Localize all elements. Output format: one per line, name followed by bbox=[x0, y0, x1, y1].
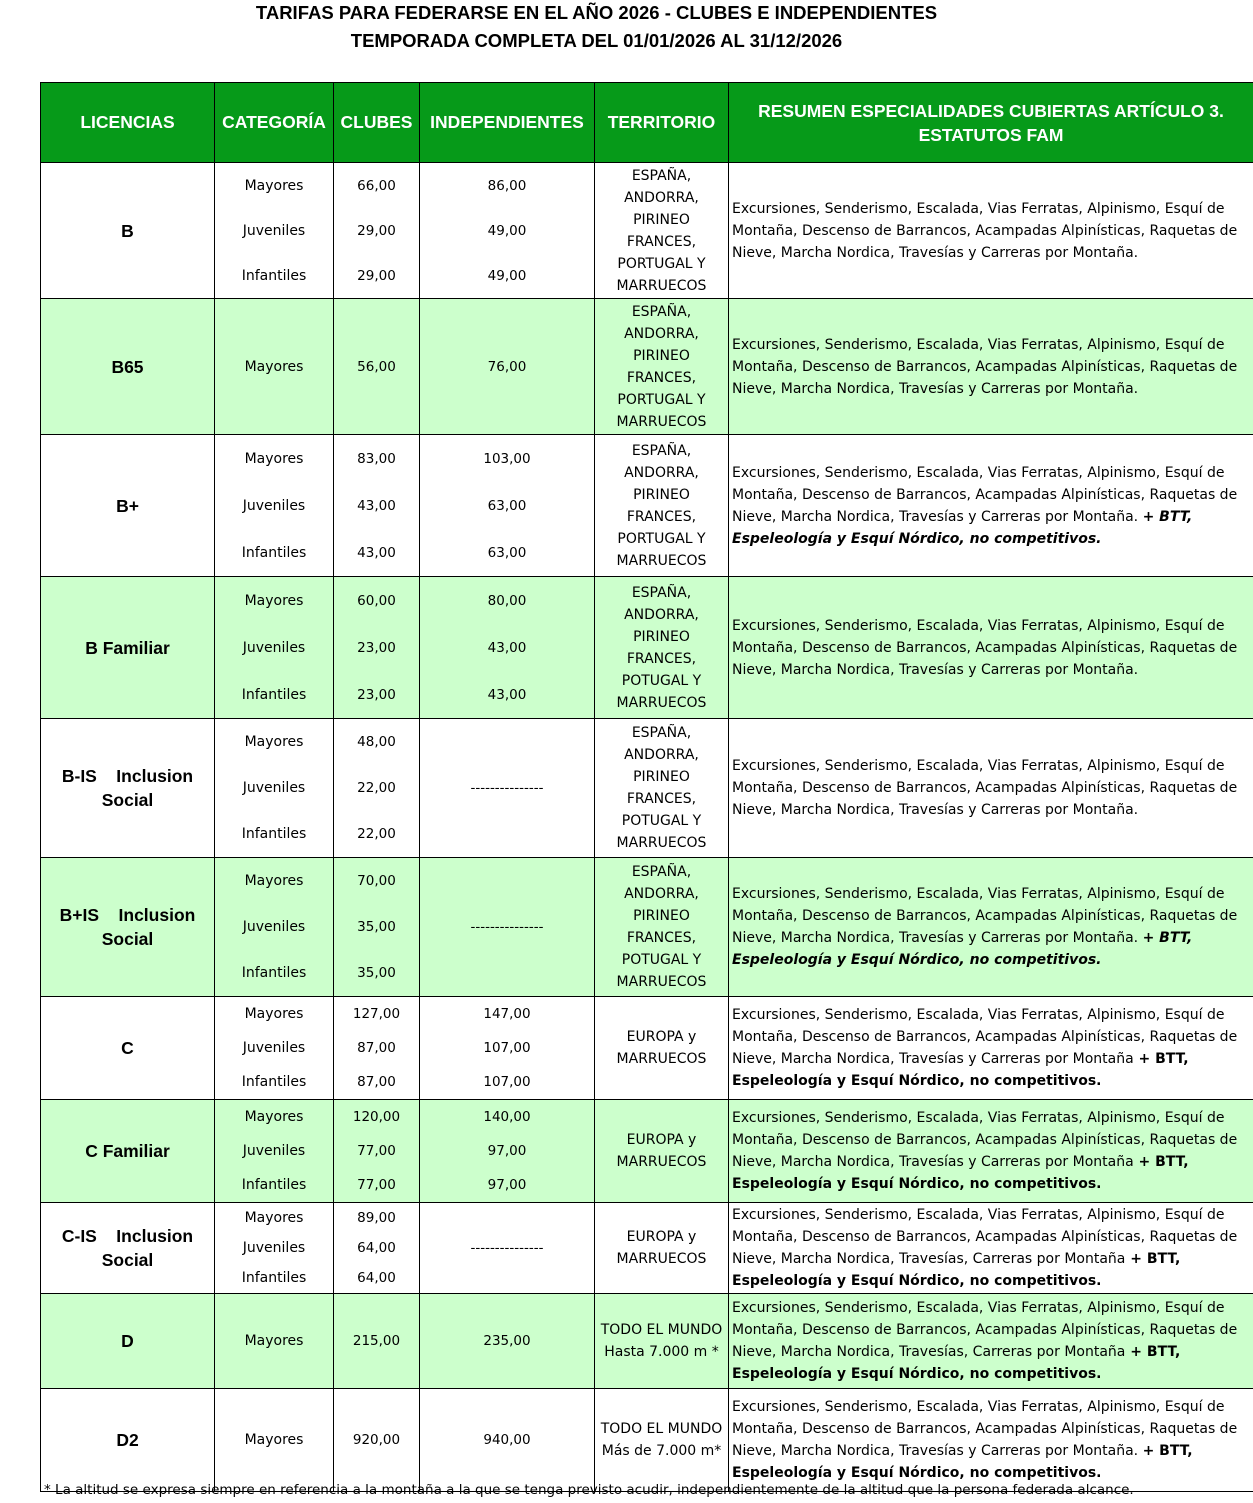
territorio-cell bbox=[595, 1294, 729, 1389]
categoria-cell-value: Infantiles bbox=[241, 1074, 307, 1090]
categoria-cell bbox=[215, 1389, 334, 1492]
licencia-label: B65 bbox=[111, 356, 144, 377]
resumen-cell bbox=[729, 1294, 1253, 1389]
clubes-cell-value: 56,00 bbox=[357, 358, 396, 375]
independientes-cell-value: 86,00 bbox=[487, 177, 527, 194]
categoria-cell bbox=[215, 435, 334, 577]
clubes-cell-value: 29,00 bbox=[357, 267, 396, 284]
licencia-cell bbox=[41, 1389, 215, 1492]
resumen-extra-text: + BTT, Espeleología y Esquí Nórdico, no competitivos. bbox=[732, 1251, 1181, 1289]
resumen-extra-text: + BTT, Espeleología y Esquí Nórdico, no competitivos. bbox=[732, 930, 1193, 968]
independientes-cell-value: 76,00 bbox=[487, 358, 527, 375]
independientes-cell bbox=[420, 997, 595, 1100]
clubes-cell-value: 22,00 bbox=[357, 826, 396, 842]
categoria-cell-value: Juveniles bbox=[242, 1143, 306, 1159]
clubes-cell-value: 127,00 bbox=[352, 1006, 401, 1022]
independientes-cell-value: 107,00 bbox=[483, 1040, 531, 1056]
licencia-label: C bbox=[121, 1038, 134, 1058]
licencia-label: B+IS Inclusion Social bbox=[59, 905, 201, 949]
header-clubes: CLUBES bbox=[334, 83, 420, 163]
table-row bbox=[41, 1389, 1253, 1492]
resumen-text: Excursiones, Senderismo, Escalada, Vias Ferratas, Alpinismo, Esquí de Montaña, Descenso de Barrancos, Acampadas Alpinísticas, Raquetas de Nieve, Marcha Nordica, Travesías y Carreras por Montaña. bbox=[732, 336, 1238, 397]
licencia-cell bbox=[41, 719, 215, 858]
licencia-label: B Familiar bbox=[85, 637, 170, 658]
clubes-cell bbox=[334, 1294, 420, 1389]
licencia-cell bbox=[41, 858, 215, 997]
territorio-cell bbox=[595, 858, 729, 997]
resumen-cell bbox=[729, 435, 1253, 577]
categoria-cell-value: Juveniles bbox=[242, 1240, 306, 1256]
clubes-cell-value: 48,00 bbox=[357, 734, 396, 750]
territorio-cell bbox=[595, 1389, 729, 1492]
clubes-cell-value: 35,00 bbox=[357, 919, 396, 935]
independientes-cell-value: 43,00 bbox=[487, 686, 527, 703]
territorio-cell bbox=[595, 997, 729, 1100]
categoria-cell-value: Infantiles bbox=[241, 686, 307, 703]
territorio-text: EUROPA y MARRUECOS bbox=[616, 1229, 707, 1267]
clubes-cell bbox=[334, 1389, 420, 1492]
footnote: * La altitud se expresa siempre en referencia a la montaña a la que se tenga previsto acudir, independientemente de la altitud que la persona federada alcance. bbox=[44, 1482, 1134, 1498]
categoria-cell bbox=[215, 719, 334, 858]
territorio-text: ESPAÑA, ANDORRA, PIRINEO FRANCES, PORTUGAL Y MARRUECOS bbox=[616, 442, 707, 569]
categoria-cell-value: Juveniles bbox=[242, 639, 306, 656]
clubes-cell bbox=[334, 163, 420, 299]
resumen-cell bbox=[729, 1389, 1253, 1492]
licencia-cell bbox=[41, 435, 215, 577]
territorio-cell bbox=[595, 299, 729, 435]
licencia-label: C-IS Inclusion Social bbox=[61, 1226, 198, 1270]
clubes-cell-value: 23,00 bbox=[357, 686, 396, 703]
header-resumen: RESUMEN ESPECIALIDADES CUBIERTAS ARTÍCULO 3. ESTATUTOS FAM bbox=[729, 83, 1253, 163]
categoria-cell-value: Mayores bbox=[244, 1333, 304, 1349]
categoria-cell-value: Juveniles bbox=[242, 497, 306, 514]
territorio-text: TODO EL MUNDO Hasta 7.000 m * bbox=[600, 1322, 723, 1360]
categoria-cell-value: Mayores bbox=[244, 1432, 304, 1448]
clubes-cell-value: 215,00 bbox=[352, 1333, 401, 1349]
independientes-cell-value: 43,00 bbox=[487, 639, 527, 656]
table-row bbox=[41, 719, 1253, 858]
clubes-cell-value: 35,00 bbox=[357, 965, 396, 981]
territorio-text: EUROPA y MARRUECOS bbox=[616, 1132, 707, 1170]
independientes-cell bbox=[420, 1294, 595, 1389]
independientes-cell-value: 63,00 bbox=[487, 497, 527, 514]
categoria-cell-value: Juveniles bbox=[242, 222, 306, 239]
table-row bbox=[41, 577, 1253, 719]
clubes-cell bbox=[334, 299, 420, 435]
page-subtitle: TEMPORADA COMPLETA DEL 01/01/2026 AL 31/12/2026 bbox=[350, 30, 843, 51]
categoria-cell-value: Mayores bbox=[244, 358, 304, 375]
clubes-cell bbox=[334, 997, 420, 1100]
categoria-cell-value: Infantiles bbox=[241, 1177, 307, 1193]
categoria-cell-value: Mayores bbox=[244, 1109, 304, 1125]
categoria-cell-value: Infantiles bbox=[241, 826, 307, 842]
independientes-cell bbox=[420, 1203, 595, 1294]
clubes-cell-value: 120,00 bbox=[352, 1109, 401, 1125]
page-title: TARIFAS PARA FEDERARSE EN EL AÑO 2026 - CLUBES E INDEPENDIENTES bbox=[255, 2, 938, 23]
resumen-text: Excursiones, Senderismo, Escalada, Vias Ferratas, Alpinismo, Esquí de Montaña, Descenso de Barrancos, Acampadas Alpinísticas, Raquetas de Nieve, Marcha Nordica, Travesías y Carreras por Montaña. bbox=[732, 617, 1238, 678]
independientes-cell-value: 103,00 bbox=[483, 450, 531, 467]
clubes-cell-value: 64,00 bbox=[357, 1270, 396, 1286]
resumen-extra-text: + BTT, Espeleología y Esquí Nórdico, no competitivos. bbox=[732, 508, 1193, 547]
resumen-text: Excursiones, Senderismo, Escalada, Vias Ferratas, Alpinismo, Esquí de Montaña, Descenso de Barrancos, Acampadas Alpinísticas, Raquetas de Nieve, Marcha Nordica, Travesías y Carreras por Montaña. bbox=[732, 200, 1238, 261]
categoria-cell bbox=[215, 1294, 334, 1389]
territorio-cell bbox=[595, 163, 729, 299]
categoria-cell-value: Infantiles bbox=[241, 1270, 307, 1286]
territorio-cell bbox=[595, 1203, 729, 1294]
resumen-text: Excursiones, Senderismo, Escalada, Vias Ferratas, Alpinismo, Esquí de Montaña, Descenso de Barrancos, Acampadas Alpinísticas, Raquetas de Nieve, Marcha Nordica, Travesías y Carreras por Montaña bbox=[732, 1110, 1238, 1170]
territorio-text: ESPAÑA, ANDORRA, PIRINEO FRANCES, PORTUGAL Y MARRUECOS bbox=[616, 303, 707, 430]
territorio-cell bbox=[595, 435, 729, 577]
clubes-cell bbox=[334, 1100, 420, 1203]
table-row bbox=[41, 858, 1253, 997]
independientes-cell-value: 63,00 bbox=[487, 544, 527, 561]
clubes-cell-value: 66,00 bbox=[357, 177, 396, 194]
independientes-cell bbox=[420, 577, 595, 719]
independientes-cell bbox=[420, 299, 595, 435]
resumen-extra-text: + BTT, Espeleología y Esquí Nórdico, no competitivos. bbox=[732, 1051, 1189, 1089]
licencia-cell bbox=[41, 1203, 215, 1294]
categoria-cell-value: Mayores bbox=[244, 1006, 304, 1022]
independientes-cell-value: 940,00 bbox=[483, 1432, 531, 1448]
independientes-cell-value: 80,00 bbox=[487, 592, 527, 609]
clubes-cell-value: 77,00 bbox=[357, 1143, 396, 1159]
categoria-cell bbox=[215, 858, 334, 997]
categoria-cell-value: Juveniles bbox=[242, 780, 306, 796]
table-row bbox=[41, 1203, 1253, 1294]
clubes-cell-value: 87,00 bbox=[357, 1040, 396, 1056]
categoria-cell-value: Mayores bbox=[244, 450, 304, 467]
licencia-cell bbox=[41, 1100, 215, 1203]
table-row bbox=[41, 163, 1253, 299]
licencia-cell bbox=[41, 299, 215, 435]
resumen-cell bbox=[729, 997, 1253, 1100]
independientes-cell-value: --------------- bbox=[470, 919, 544, 935]
independientes-cell-value: 49,00 bbox=[487, 267, 527, 284]
tarifas-table bbox=[40, 82, 1253, 1492]
territorio-text: TODO EL MUNDO Más de 7.000 m* bbox=[600, 1421, 723, 1459]
licencia-cell bbox=[41, 163, 215, 299]
categoria-cell-value: Juveniles bbox=[242, 919, 306, 935]
categoria-cell bbox=[215, 299, 334, 435]
categoria-cell-value: Juveniles bbox=[242, 1040, 306, 1056]
resumen-cell bbox=[729, 719, 1253, 858]
licencia-cell bbox=[41, 1294, 215, 1389]
categoria-cell bbox=[215, 1100, 334, 1203]
resumen-cell bbox=[729, 1203, 1253, 1294]
independientes-cell-value: --------------- bbox=[470, 780, 544, 796]
clubes-cell-value: 77,00 bbox=[357, 1177, 396, 1193]
table-header-row bbox=[41, 83, 1253, 163]
independientes-cell bbox=[420, 719, 595, 858]
independientes-cell-value: 147,00 bbox=[483, 1006, 531, 1022]
licencia-label: D bbox=[121, 1331, 134, 1351]
table-row bbox=[41, 299, 1253, 435]
licencia-label: B+ bbox=[116, 495, 139, 516]
resumen-cell bbox=[729, 163, 1253, 299]
resumen-text: Excursiones, Senderismo, Escalada, Vias Ferratas, Alpinismo, Esquí de Montaña, Descenso de Barrancos, Acampadas Alpinísticas, Raquetas de Nieve, Marcha Nordica, Travesías, Carreras por Montaña bbox=[732, 1300, 1238, 1360]
categoria-cell-value: Mayores bbox=[244, 592, 304, 609]
independientes-cell-value: 97,00 bbox=[487, 1177, 527, 1193]
resumen-cell bbox=[729, 1100, 1253, 1203]
independientes-cell-value: 140,00 bbox=[483, 1109, 531, 1125]
table-row bbox=[41, 435, 1253, 577]
resumen-cell bbox=[729, 858, 1253, 997]
territorio-text: ESPAÑA, ANDORRA, PIRINEO FRANCES, POTUGAL Y MARRUECOS bbox=[616, 864, 707, 990]
categoria-cell-value: Infantiles bbox=[241, 544, 307, 561]
licencia-label: B-IS Inclusion Social bbox=[61, 766, 198, 810]
resumen-text: Excursiones, Senderismo, Escalada, Vias Ferratas, Alpinismo, Esquí de Montaña, Descenso de Barrancos, Acampadas Alpinísticas, Raquetas de Nieve, Marcha Nordica, Travesías y Carreras por Montaña. bbox=[732, 886, 1238, 946]
licencia-cell bbox=[41, 997, 215, 1100]
independientes-cell bbox=[420, 858, 595, 997]
independientes-cell bbox=[420, 435, 595, 577]
licencia-label: B bbox=[121, 220, 134, 241]
clubes-cell-value: 89,00 bbox=[357, 1210, 396, 1226]
territorio-text: ESPAÑA, ANDORRA, PIRINEO FRANCES, PORTUGAL Y MARRUECOS bbox=[616, 167, 707, 294]
resumen-cell bbox=[729, 577, 1253, 719]
independientes-cell-value: 97,00 bbox=[487, 1143, 527, 1159]
header-territorio: TERRITORIO bbox=[595, 83, 729, 163]
territorio-text: EUROPA y MARRUECOS bbox=[616, 1029, 707, 1067]
clubes-cell-value: 43,00 bbox=[357, 497, 396, 514]
categoria-cell bbox=[215, 997, 334, 1100]
territorio-cell bbox=[595, 577, 729, 719]
independientes-cell bbox=[420, 1100, 595, 1203]
categoria-cell bbox=[215, 163, 334, 299]
clubes-cell-value: 22,00 bbox=[357, 780, 396, 796]
clubes-cell-value: 60,00 bbox=[357, 592, 396, 609]
licencia-cell bbox=[41, 577, 215, 719]
territorio-cell bbox=[595, 719, 729, 858]
header-independientes: INDEPENDIENTES bbox=[420, 83, 595, 163]
table-row bbox=[41, 1294, 1253, 1389]
independientes-cell-value: 107,00 bbox=[483, 1074, 531, 1090]
categoria-cell-value: Mayores bbox=[244, 177, 304, 194]
independientes-cell-value: --------------- bbox=[470, 1240, 544, 1256]
categoria-cell bbox=[215, 577, 334, 719]
resumen-text: Excursiones, Senderismo, Escalada, Vias Ferratas, Alpinismo, Esquí de Montaña, Descenso de Barrancos, Acampadas Alpinísticas, Raquetas de Nieve, Marcha Nordica, Travesías y Carreras por Montaña. bbox=[732, 464, 1238, 525]
clubes-cell-value: 70,00 bbox=[357, 873, 396, 889]
territorio-text: ESPAÑA, ANDORRA, PIRINEO FRANCES, POTUGAL Y MARRUECOS bbox=[616, 725, 707, 851]
categoria-cell-value: Mayores bbox=[244, 1210, 304, 1226]
resumen-extra-text: + BTT, Espeleología y Esquí Nórdico, no competitivos. bbox=[732, 1344, 1181, 1382]
clubes-cell-value: 23,00 bbox=[357, 639, 396, 656]
clubes-cell-value: 29,00 bbox=[357, 222, 396, 239]
resumen-text: Excursiones, Senderismo, Escalada, Vias Ferratas, Alpinismo, Esquí de Montaña, Descenso de Barrancos, Acampadas Alpinísticas, Raquetas de Nieve, Marcha Nordica, Travesías y Carreras por Montaña bbox=[732, 1007, 1238, 1067]
territorio-cell bbox=[595, 1100, 729, 1203]
resumen-cell bbox=[729, 299, 1253, 435]
resumen-text: Excursiones, Senderismo, Escalada, Vias Ferratas, Alpinismo, Esquí de Montaña, Descenso de Barrancos, Acampadas Alpinísticas, Raquetas de Nieve, Marcha Nordica, Travesías y Carreras por Montaña. bbox=[732, 1399, 1238, 1459]
independientes-cell-value: 235,00 bbox=[483, 1333, 531, 1349]
clubes-cell bbox=[334, 435, 420, 577]
independientes-cell bbox=[420, 1389, 595, 1492]
clubes-cell bbox=[334, 1203, 420, 1294]
resumen-extra-text: + BTT, Espeleología y Esquí Nórdico, no competitivos. bbox=[732, 1443, 1193, 1481]
table-row bbox=[41, 997, 1253, 1100]
resumen-text: Excursiones, Senderismo, Escalada, Vias Ferratas, Alpinismo, Esquí de Montaña, Descenso de Barrancos, Acampadas Alpinísticas, Raquetas de Nieve, Marcha Nordica, Travesías y Carreras por Montaña. bbox=[732, 758, 1238, 818]
clubes-cell-value: 920,00 bbox=[352, 1432, 401, 1448]
table-row bbox=[41, 1100, 1253, 1203]
header-categoria: CATEGORÍA bbox=[215, 83, 334, 163]
clubes-cell-value: 83,00 bbox=[357, 450, 396, 467]
categoria-cell-value: Mayores bbox=[244, 873, 304, 889]
categoria-cell bbox=[215, 1203, 334, 1294]
independientes-cell-value: 49,00 bbox=[487, 222, 527, 239]
categoria-cell-value: Infantiles bbox=[241, 267, 307, 284]
header-licencias: LICENCIAS bbox=[41, 83, 215, 163]
clubes-cell bbox=[334, 719, 420, 858]
clubes-cell bbox=[334, 577, 420, 719]
territorio-text: ESPAÑA, ANDORRA, PIRINEO FRANCES, POTUGAL Y MARRUECOS bbox=[616, 584, 707, 711]
clubes-cell-value: 64,00 bbox=[357, 1240, 396, 1256]
resumen-extra-text: + BTT, Espeleología y Esquí Nórdico, no competitivos. bbox=[732, 1154, 1189, 1192]
categoria-cell-value: Mayores bbox=[244, 734, 304, 750]
clubes-cell bbox=[334, 858, 420, 997]
clubes-cell-value: 43,00 bbox=[357, 544, 396, 561]
clubes-cell-value: 87,00 bbox=[357, 1074, 396, 1090]
categoria-cell-value: Infantiles bbox=[241, 965, 307, 981]
independientes-cell bbox=[420, 163, 595, 299]
resumen-text: Excursiones, Senderismo, Escalada, Vias Ferratas, Alpinismo, Esquí de Montaña, Descenso de Barrancos, Acampadas Alpinísticas, Raquetas de Nieve, Marcha Nordica, Travesías, Carreras por Montaña bbox=[732, 1207, 1238, 1267]
licencia-label: C Familiar bbox=[85, 1141, 170, 1161]
licencia-label: D2 bbox=[116, 1430, 139, 1450]
